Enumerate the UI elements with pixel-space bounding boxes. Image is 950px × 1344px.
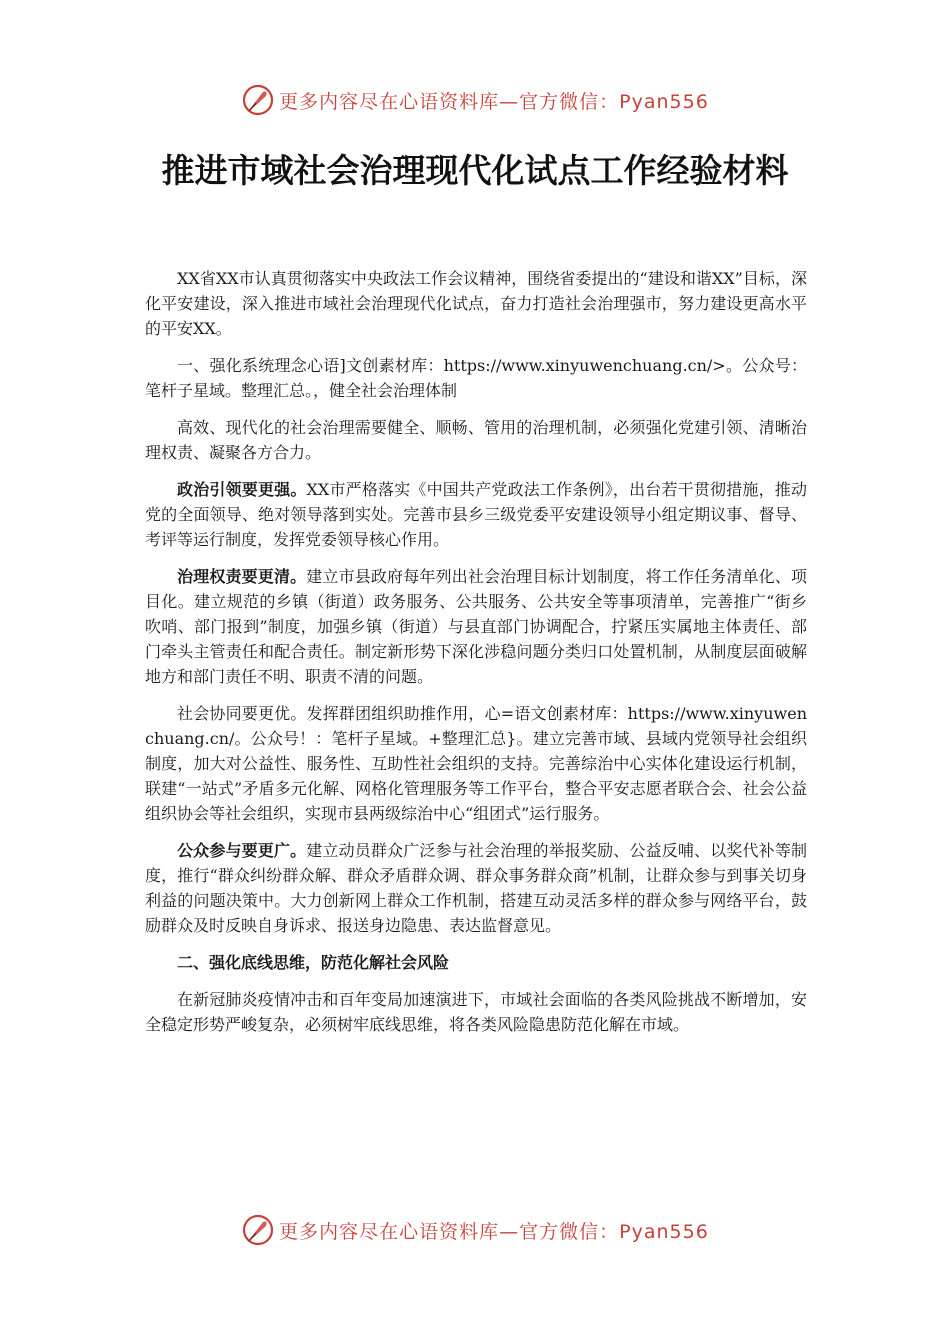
header-watermark-banner [0, 80, 950, 120]
paragraph-public-participation [145, 838, 807, 938]
public-participation-lead: 公众参与要更广。 [177, 841, 307, 860]
paragraph-political-leadership [145, 477, 807, 552]
footer-watermark-text: 更多内容尽在心语资料库—官方微信：Pyan556 [279, 1220, 709, 1243]
document-body [145, 266, 807, 1049]
paragraph-risk-context: 在新冠肺炎疫情冲击和百年变局加速演进下，市域社会面临的各类风险挑战不断增加，安全稳定形势严峻复杂，必须树牢底线思维，将各类风险隐患防范化解在市域。 [145, 990, 807, 1034]
paragraph-governance-mechanism: 高效、现代化的社会治理需要健全、顺畅、管用的治理机制，必须强化党建引领、清晰治理权责、凝聚各方合力。 [145, 418, 807, 462]
feather-logo-icon [241, 1213, 275, 1247]
footer-watermark-banner [0, 1210, 950, 1250]
header-watermark-text: 更多内容尽在心语资料库—官方微信：Pyan556 [279, 90, 709, 113]
document-title: 推进市域社会治理现代化试点工作经验材料 [161, 151, 789, 190]
section-two-heading: 二、强化底线思维，防范化解社会风险 [177, 953, 450, 972]
paragraph-intro: XX省XX市认真贯彻落实中央政法工作会议精神，围绕省委提出的“建设和谐XX”目标，深化平安建设，深入推进市域社会治理现代化试点，奋力打造社会治理强市，努力建设更高水平的平安XX。 [145, 269, 807, 338]
paragraph-section-one-heading: 一、强化系统理念心语]文创素材库：https://www.xinyuwenchuang.cn/>。公众号：笔杆子星域。整理汇总。，健全社会治理体制 [145, 356, 807, 400]
public-participation-body: 建立动员群众广泛参与社会治理的举报奖励、公益反哺、以奖代补等制度，推行“群众纠纷群众解、群众矛盾群众调、群众事务群众商”机制，让群众参与到事关切身利益的问题决策中。大力创新网上群众工作机制，搭建互动灵活多样的群众参与网络平台，鼓励群众及时反映自身诉求、报送身边隐患、表达监督意见。 [145, 841, 807, 935]
feather-logo-icon [241, 83, 275, 117]
paragraph-social-coordination: 社会协同要更优。发挥群团组织助推作用，心=语文创素材库：https://www.xinyuwenchuang.cn/。公众号！：笔杆子星域。+整理汇总}。建立完善市域、县域内党领导社会组织制度，加大对公益性、服务性、互助性社会组织的支持。完善综治中心实体化建设运行机制，联建“一站式”矛盾多元化解、网格化管理服务等工作平台，整合平安志愿者联合会、社会公益组织协会等社会组织，实现市县两级综治中心“组团式”运行服务。 [145, 704, 807, 823]
governance-responsibility-lead: 治理权责要更清。 [177, 567, 307, 586]
governance-responsibility-body: 建立市县政府每年列出社会治理目标计划制度，将工作任务清单化、项目化。建立规范的乡镇（街道）政务服务、公共服务、公共安全等事项清单，完善推广“街乡吹哨、部门报到”制度，加强乡镇（街道）与县直部门协调配合，拧紧压实属地主体责任、部门牵头主管责任和配合责任。制定新形势下深化涉稳问题分类归口处置机制，从制度层面破解地方和部门责任不明、职责不清的问题。 [145, 567, 807, 686]
paragraph-governance-responsibility [145, 564, 807, 689]
political-leadership-body: XX市严格落实《中国共产党政法工作条例》，出台若干贯彻措施，推动党的全面领导、绝对领导落到实处。完善市县乡三级党委平安建设领导小组定期议事、督导、考评等运行制度，发挥党委领导核心作用。 [145, 480, 807, 549]
political-leadership-lead: 政治引领要更强。 [177, 480, 307, 499]
